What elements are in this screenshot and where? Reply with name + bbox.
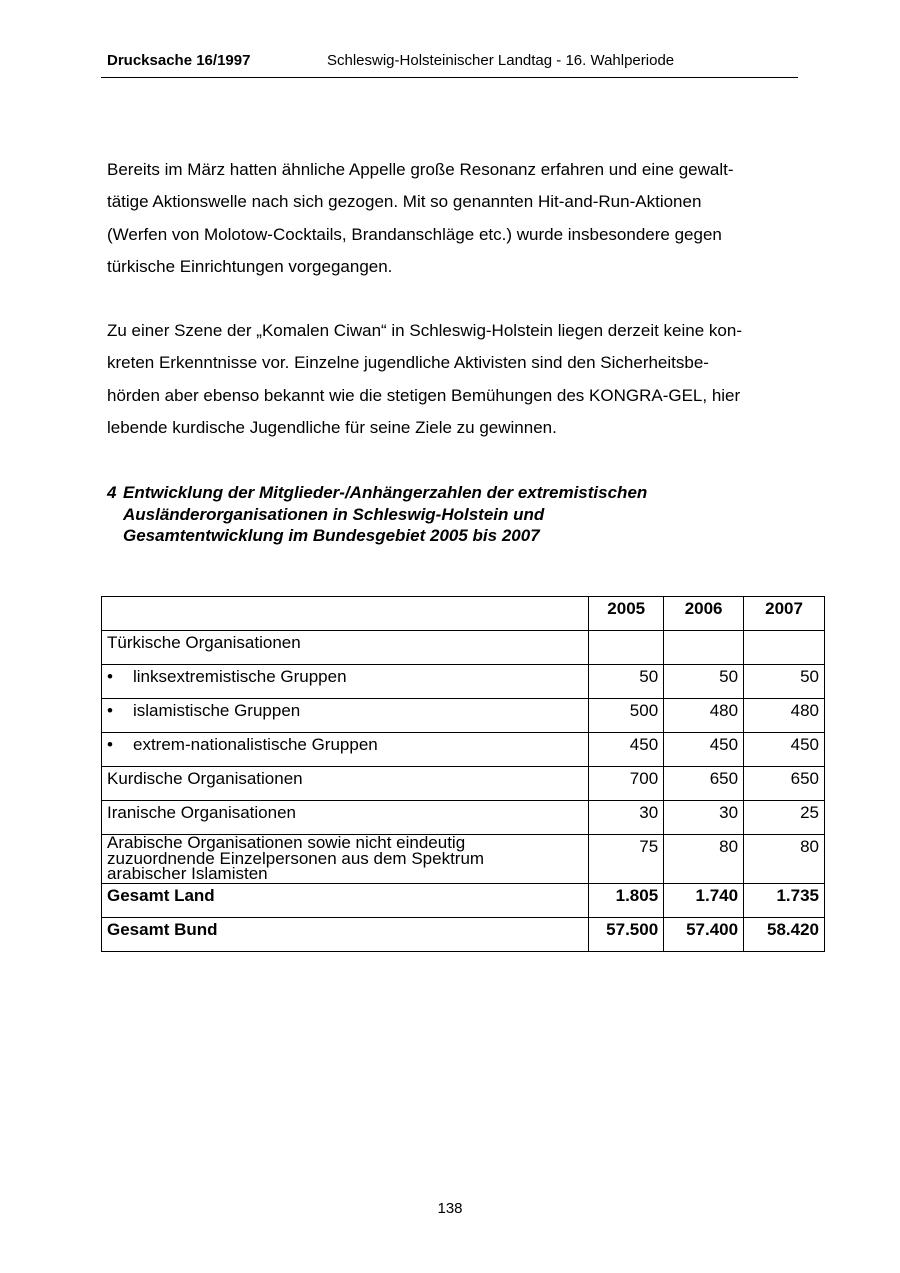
total-value: 57.400 [664,918,744,952]
value-cell: 480 [744,699,825,733]
row-label: Kurdische Organisationen [102,767,589,801]
table-row [102,801,825,835]
value-cell: 700 [589,767,664,801]
membership-table [101,596,825,952]
row-label: extrem-nationalistische Gruppen [133,735,378,754]
value-cell [589,631,664,665]
value-cell: 650 [744,767,825,801]
total-value: 57.500 [589,918,664,952]
bullet-icon: • [107,701,113,720]
value-cell: 80 [744,835,825,884]
total-row [102,884,825,918]
text-line: Bereits im März hatten ähnliche Appelle große Resonanz erfahren und eine gewalt- [107,160,734,179]
bullet-icon: • [107,735,113,754]
value-cell: 75 [589,835,664,884]
text-line: Zu einer Szene der „Komalen Ciwan“ in Schleswig-Holstein liegen derzeit keine kon- [107,321,742,340]
value-cell: 25 [744,801,825,835]
section-number: 4 [107,483,117,502]
text-line: (Werfen von Molotow-Cocktails, Brandanschläge etc.) wurde insbesondere gegen [107,224,722,244]
value-cell: 450 [744,733,825,767]
row-label: Iranische Organisationen [102,801,589,835]
table-row [102,699,825,733]
total-value: 58.420 [744,918,825,952]
section-title-line: Entwicklung der Mitglieder-/Anhängerzahlen der extremistischen [123,483,648,502]
document-number: Drucksache 16/1997 [107,52,251,69]
row-label-cell [102,699,589,733]
row-label-line: arabischer Islamisten [107,864,268,883]
total-label: Gesamt Bund [102,918,589,952]
value-cell: 450 [664,733,744,767]
value-cell [744,631,825,665]
text-line: türkische Einrichtungen vorgegangen. [107,256,393,276]
row-label: islamistische Gruppen [133,701,301,720]
page-header [101,52,798,78]
value-cell [664,631,744,665]
total-value: 1.805 [589,884,664,918]
total-label: Gesamt Land [102,884,589,918]
value-cell: 50 [664,665,744,699]
paragraph-2 [107,315,797,444]
total-value: 1.740 [664,884,744,918]
total-value: 1.735 [744,884,825,918]
section-heading [107,482,797,547]
value-cell: 30 [664,801,744,835]
section-title-line: Ausländerorganisationen in Schleswig-Holstein und [123,504,545,524]
table-row [102,631,825,665]
table-row [102,733,825,767]
text-line: kreten Erkenntnisse vor. Einzelne jugendliche Aktivisten sind den Sicherheitsbe- [107,353,709,373]
row-label-line: Arabische Organisationen sowie nicht eindeutig [107,833,466,852]
table-row [102,835,825,884]
page-number: 138 [437,1200,463,1217]
row-label-cell [102,835,589,884]
text-line: lebende kurdische Jugendliche für seine Ziele zu gewinnen. [107,417,557,437]
value-cell: 500 [589,699,664,733]
year-header: 2007 [744,597,825,631]
paragraph-1 [107,154,797,283]
section-title-line: Gesamtentwicklung im Bundesgebiet 2005 bis 2007 [123,526,540,545]
value-cell: 30 [589,801,664,835]
value-cell: 80 [664,835,744,884]
value-cell: 480 [664,699,744,733]
total-row [102,918,825,952]
year-header: 2006 [664,597,744,631]
text-line: hörden aber ebenso bekannt wie die stetigen Bemühungen des KONGRA-GEL, hier [107,385,741,405]
row-label: linksextremistische Gruppen [133,667,347,686]
parliament-title: Schleswig-Holsteinischer Landtag - 16. Wahlperiode [327,52,675,69]
row-label-cell [102,665,589,699]
table-header-row [102,597,825,631]
year-header: 2005 [589,597,664,631]
row-label: Türkische Organisationen [102,631,589,665]
table-row [102,665,825,699]
value-cell: 50 [744,665,825,699]
header-empty-cell [102,597,589,631]
value-cell: 650 [664,767,744,801]
bullet-icon: • [107,667,113,686]
value-cell: 50 [589,665,664,699]
table-row [102,767,825,801]
value-cell: 450 [589,733,664,767]
row-label-line: zuzuordnende Einzelpersonen aus dem Spektrum [107,848,485,868]
row-label-cell [102,733,589,767]
text-line: tätige Aktionswelle nach sich gezogen. Mit so genannten Hit-and-Run-Aktionen [107,192,702,212]
